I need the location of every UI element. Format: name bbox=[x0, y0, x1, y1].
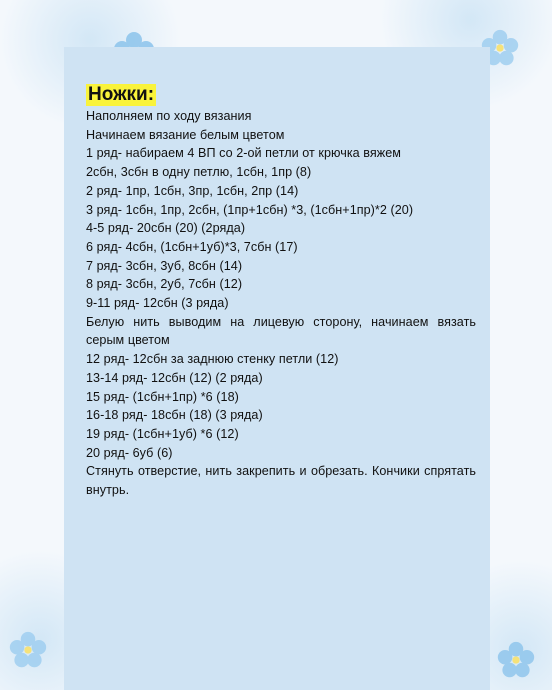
text-line: 20 ряд- 6уб (6) bbox=[86, 445, 173, 460]
finishing-paragraph: Стянуть отверстие, нить закрепить и обрезать. Кончики спрятать внутрь. bbox=[86, 464, 476, 498]
text-line: 16-18 ряд- 18сбн (18) (3 ряда) bbox=[86, 408, 263, 423]
flower-decoration-bottom-right-icon bbox=[496, 640, 536, 680]
text-line: 2 ряд- 1пр, 1сбн, 3пр, 1сбн, 2пр (14) bbox=[86, 183, 299, 198]
pattern-content bbox=[86, 84, 476, 500]
text-line: 12 ряд- 12сбн за заднюю стенку петли (12) bbox=[86, 352, 339, 367]
text-line: 19 ряд- (1сбн+1уб) *6 (12) bbox=[86, 426, 239, 441]
rows-block-white bbox=[86, 107, 476, 313]
text-line: 13-14 ряд- 12сбн (12) (2 ряда) bbox=[86, 370, 263, 385]
text-line: Наполняем по ходу вязания bbox=[86, 109, 252, 123]
text-line: 9-11 ряд- 12сбн (3 ряда) bbox=[86, 296, 229, 311]
text-line: 15 ряд- (1сбн+1пр) *6 (18) bbox=[86, 389, 239, 404]
text-line: 6 ряд- 4сбн, (1сбн+1уб)*3, 7сбн (17) bbox=[86, 239, 298, 254]
text-line: 7 ряд- 3сбн, 3уб, 8сбн (14) bbox=[86, 258, 243, 273]
text-line: 3 ряд- 1сбн, 1пр, 2сбн, (1пр+1сбн) *3, (1сбн+1пр)*2 (20) bbox=[86, 202, 414, 217]
color-change-paragraph: Белую нить выводим на лицевую сторону, начинаем вязать серым цветом bbox=[86, 314, 476, 348]
text-line: 8 ряд- 3сбн, 2уб, 7сбн (12) bbox=[86, 277, 243, 292]
section-title: Ножки: bbox=[88, 84, 155, 105]
rows-block-grey bbox=[86, 350, 476, 462]
text-line: 1 ряд- набираем 4 ВП со 2-ой петли от крючка вяжем bbox=[86, 146, 401, 161]
text-line: Начинаем вязание белым цветом bbox=[86, 127, 285, 142]
flower-decoration-bottom-left-icon bbox=[8, 630, 48, 670]
text-line: 4-5 ряд- 20сбн (20) (2ряда) bbox=[86, 221, 246, 236]
text-line: 2сбн, 3сбн в одну петлю, 1сбн, 1пр (8) bbox=[86, 165, 312, 180]
